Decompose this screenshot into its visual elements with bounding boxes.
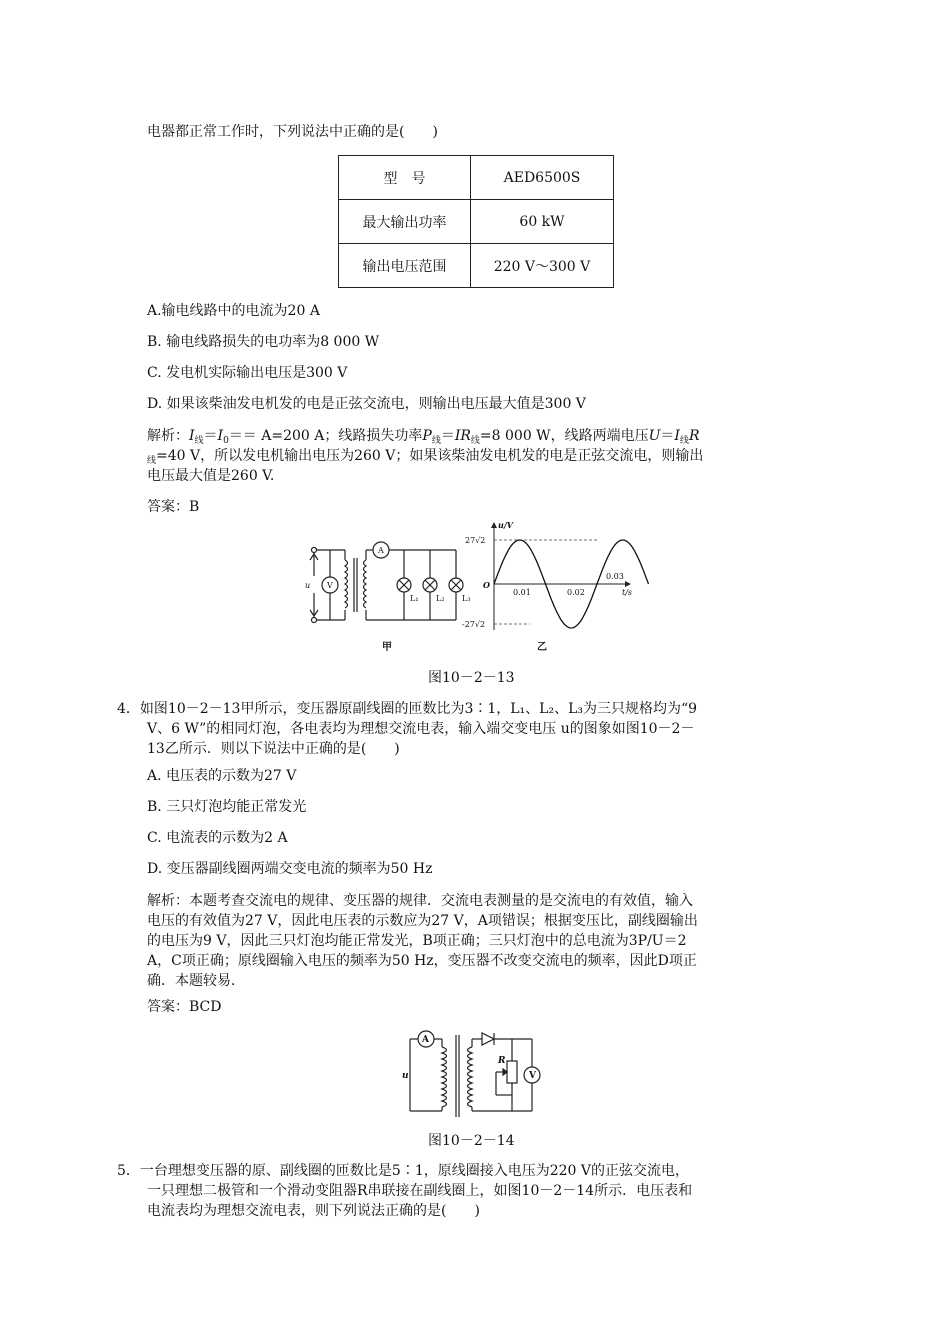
voltage-graph <box>462 520 649 653</box>
lamp-label-3: L₃ <box>462 594 471 603</box>
q4-answer: 答案：BCD <box>147 999 222 1015</box>
q3-analysis-line2: $_线$=40 V，所以发电机输出电压为260 V；如果该柴油发电机发的电是正弦交流电，则输出 <box>147 448 704 466</box>
q4-analysis-line: 确．本题较易． <box>147 973 245 989</box>
q3-option-b: B. 输电线路损失的电功率为8 000 W <box>147 334 380 350</box>
origin-label: O <box>483 580 490 590</box>
ammeter-label: A <box>422 1035 429 1045</box>
table-cell-value: 60 kW <box>471 200 614 244</box>
ammeter-label: A <box>378 546 384 555</box>
figure-caption: 图10－2－13 <box>428 670 515 686</box>
table-cell-label: 型 号 <box>339 156 471 200</box>
figure-label-yi: 乙 <box>537 642 547 653</box>
table-cell-label: 输出电压范围 <box>339 244 471 288</box>
q4-stem-line1: 4．如图10－2－13甲所示，变压器原副线圈的匝数比为3∶1，L₁、L₂、L₃为三只规格均为“9 <box>117 701 698 717</box>
y-axis-label: u/V <box>498 520 513 530</box>
y-min-label: -27√2 <box>462 620 486 629</box>
q5-stem-line: 一只理想二极管和一个滑动变阻器R串联接在副线圈上，如图10－2－14所示．电压表和 <box>147 1183 693 1199</box>
table-row <box>339 244 614 288</box>
u-label: u <box>305 581 311 590</box>
q3-answer: 答案：B <box>147 499 200 515</box>
q4-analysis-line: A，C项正确；原线圈输入电压的频率为50 Hz，变压器不改变交流电的频率，因此D项正 <box>147 953 697 969</box>
q5-stem-line: 电流表均为理想交流电表，则下列说法正确的是( ) <box>147 1203 480 1219</box>
q4-analysis-line: 的电压为9 V，因此三只灯泡均能正常发光，B项正确；三只灯泡中的总电流为3P/U＝2 <box>147 933 687 949</box>
lamp-label-1: L₁ <box>410 594 419 603</box>
resistor-label: R <box>498 1056 506 1066</box>
q3-analysis-line3: 电压最大值是260 V. <box>147 468 275 484</box>
x-axis-label: t/s <box>622 588 633 597</box>
circuit-diagram <box>310 542 463 623</box>
q3-analysis-line1: 解析：$I_线=I_0== A=200$ A；线路损失功率$P_线=IR_线=8$ 000 W，线路两端电压$U=I_线R$ <box>147 428 700 446</box>
q4-option-c: C. 电流表的示数为2 A <box>147 830 288 846</box>
figure-caption: 图10－2－14 <box>428 1133 515 1149</box>
table-cell-value: 220 V～300 V <box>471 244 614 288</box>
q4-analysis-line: 解析：本题考查交流电的规律、变压器的规律．交流电表测量的是交流电的有效值，输入 <box>147 893 693 909</box>
figure-10-2-14 <box>400 1025 550 1120</box>
intro-line: 电器都正常工作时，下列说法中正确的是( ) <box>147 124 438 140</box>
q4-stem-line2: V、6 W”的相同灯泡，各电表均为理想交流电表，输入端交变电压 u的图象如图10－2－ <box>147 721 695 737</box>
voltmeter-label: V <box>327 581 333 590</box>
y-max-label: 27√2 <box>465 536 486 545</box>
q3-option-d: D. 如果该柴油发电机发的电是正弦交流电，则输出电压最大值是300 V <box>147 396 586 412</box>
u-label: u <box>402 1071 409 1081</box>
figure-label-jia: 甲 <box>382 642 392 653</box>
x-tick-label: 0.02 <box>567 588 585 597</box>
figure-10-2-13 <box>300 520 650 660</box>
q4-stem-line3: 13乙所示．则以下说法中正确的是( ) <box>147 741 400 757</box>
x-tick-label: 0.01 <box>513 588 531 597</box>
table-row <box>339 200 614 244</box>
x-tick-label: 0.03 <box>606 572 624 581</box>
q3-option-c: C. 发电机实际输出电压是300 V <box>147 365 348 381</box>
q4-option-d: D. 变压器副线圈两端交变电流的频率为50 Hz <box>147 861 433 877</box>
q5-stem-line: 5．一台理想变压器的原、副线圈的匝数比是5∶1，原线圈接入电压为220 V的正弦交流电， <box>117 1163 690 1179</box>
q4-option-b: B. 三只灯泡均能正常发光 <box>147 799 307 815</box>
table-row <box>339 156 614 200</box>
lamp-label-2: L₂ <box>436 594 445 603</box>
q4-option-a: A. 电压表的示数为27 V <box>147 768 297 784</box>
table-cell-label: 最大输出功率 <box>339 200 471 244</box>
spec-table <box>338 155 614 288</box>
q4-analysis-line: 电压的有效值为27 V，因此电压表的示数应为27 V，A项错误；根据变压比，副线圈输出 <box>147 913 698 929</box>
q3-option-a: A.输电线路中的电流为20 A <box>147 303 320 319</box>
table-cell-value: AED6500S <box>471 156 614 200</box>
voltmeter-label: V <box>529 1071 536 1081</box>
